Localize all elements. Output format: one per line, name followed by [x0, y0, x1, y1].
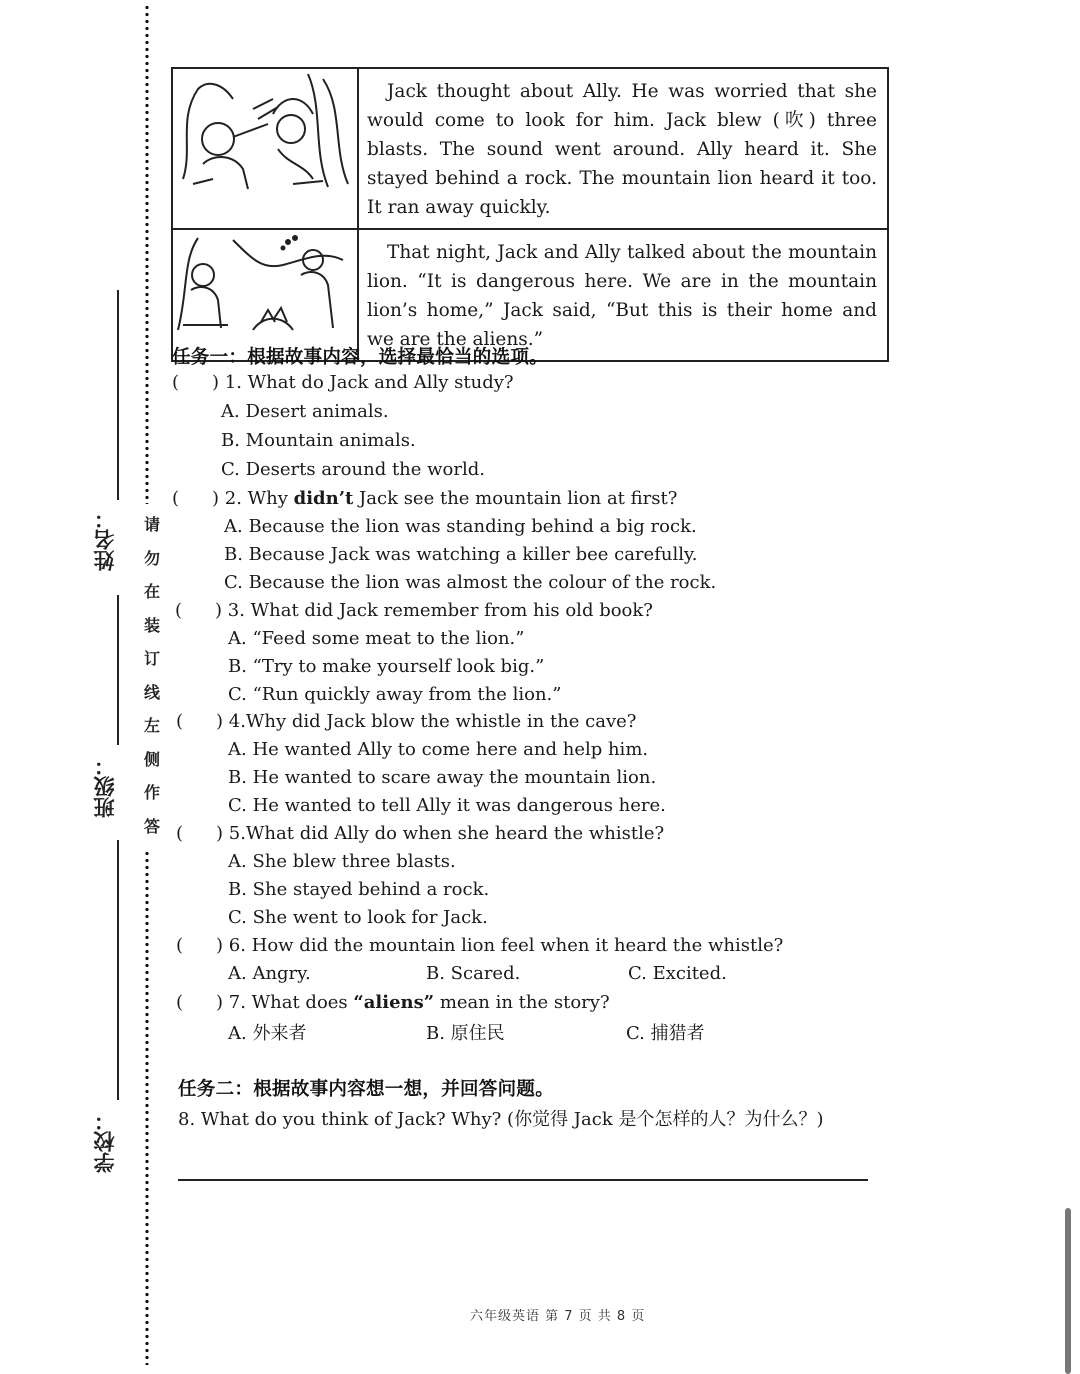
class-answer-line: [117, 595, 119, 745]
illustration-night-talk: [173, 230, 359, 360]
option: C. Because the lion was almost the colour of the rock.: [224, 572, 717, 593]
option: A. Angry.: [228, 963, 311, 984]
option: B. Mountain animals.: [221, 430, 416, 451]
answer-bracket[interactable]: (: [176, 711, 184, 732]
question-2: ( ) 2. Why didn’t Jack see the mountain lion at first?: [172, 488, 678, 509]
class-label: 班级：: [93, 755, 117, 818]
story-row: [173, 230, 887, 360]
story-paragraph: Jack thought about Ally. He was worried that she would come to look for him. Jack blew (吹) three blasts. The sound went around. Ally heard it. She stayed behind a rock. The mountain lion heard it too. It ran away quickly.: [367, 81, 877, 218]
school-answer-line: [117, 840, 119, 1100]
answer-bracket[interactable]: (: [176, 992, 184, 1013]
task2-title: 任务二：根据故事内容想一想，并回答问题。: [178, 1079, 555, 1100]
answer-bracket[interactable]: (: [175, 600, 183, 621]
answer-line[interactable]: [178, 1179, 868, 1181]
option: A. Because the lion was standing behind a big rock.: [224, 516, 697, 537]
task1-title: 任务一：根据故事内容，选择最恰当的选项。: [172, 347, 549, 368]
illustration-cave-whistle: [173, 69, 359, 228]
option: B. Because Jack was watching a killer bee carefully.: [224, 544, 698, 565]
binding-dotted-line-bottom: [144, 850, 150, 1365]
option: C. 捕猎者: [626, 1023, 705, 1044]
option: A. She blew three blasts.: [228, 851, 456, 872]
question-6: ( ) 6. How did the mountain lion feel when it heard the whistle?: [176, 935, 784, 956]
binding-dotted-line-top: [144, 4, 150, 504]
answer-bracket[interactable]: (: [172, 488, 180, 509]
option: B. 原住民: [426, 1023, 505, 1044]
name-label: 姓名：: [93, 508, 117, 571]
answer-bracket[interactable]: (: [176, 823, 184, 844]
question-7: ( ) 7. What does “aliens” mean in the story?: [176, 992, 610, 1013]
name-answer-line: [117, 290, 119, 500]
answer-bracket[interactable]: (: [176, 935, 184, 956]
page-footer: 六年级英语 第 7 页 共 8 页: [470, 1309, 646, 1324]
option: B. She stayed behind a rock.: [228, 879, 490, 900]
option: C. Deserts around the world.: [221, 459, 485, 480]
option: C. He wanted to tell Ally it was dangerous here.: [228, 795, 666, 816]
question-3: ( ) 3. What did Jack remember from his old book?: [175, 600, 653, 621]
story-paragraph: That night, Jack and Ally talked about the mountain lion. “It is dangerous here. We are in the mountain lion’s home,” Jack said, “But this is their home and we are the aliens.”: [367, 242, 877, 350]
scrollbar-thumb[interactable]: [1065, 1208, 1071, 1374]
binding-notice: 请 勿 在 装 订 线 左 侧 作 答: [143, 515, 160, 836]
option: B. He wanted to scare away the mountain lion.: [228, 767, 657, 788]
option: B. Scared.: [426, 963, 521, 984]
option: A. “Feed some meat to the lion.”: [228, 628, 525, 649]
option: C. Excited.: [628, 963, 727, 984]
question-4: ( ) 4.Why did Jack blow the whistle in the cave?: [176, 711, 637, 732]
school-label: 学校：: [93, 1110, 117, 1173]
story-row: [173, 69, 887, 230]
option: A. 外来者: [228, 1023, 307, 1044]
option: C. She went to look for Jack.: [228, 907, 488, 928]
question-1: ( ) 1. What do Jack and Ally study?: [172, 372, 514, 393]
option: B. “Try to make yourself look big.”: [228, 656, 545, 677]
question-8: 8. What do you think of Jack? Why? (你觉得 Jack 是个怎样的人？为什么？): [178, 1109, 824, 1130]
question-5: ( ) 5.What did Ally do when she heard the whistle?: [176, 823, 665, 844]
answer-bracket[interactable]: (: [172, 372, 180, 393]
story-table: [171, 67, 889, 362]
option: A. Desert animals.: [221, 401, 389, 422]
option: A. He wanted Ally to come here and help him.: [228, 739, 649, 760]
option: C. “Run quickly away from the lion.”: [228, 684, 562, 705]
